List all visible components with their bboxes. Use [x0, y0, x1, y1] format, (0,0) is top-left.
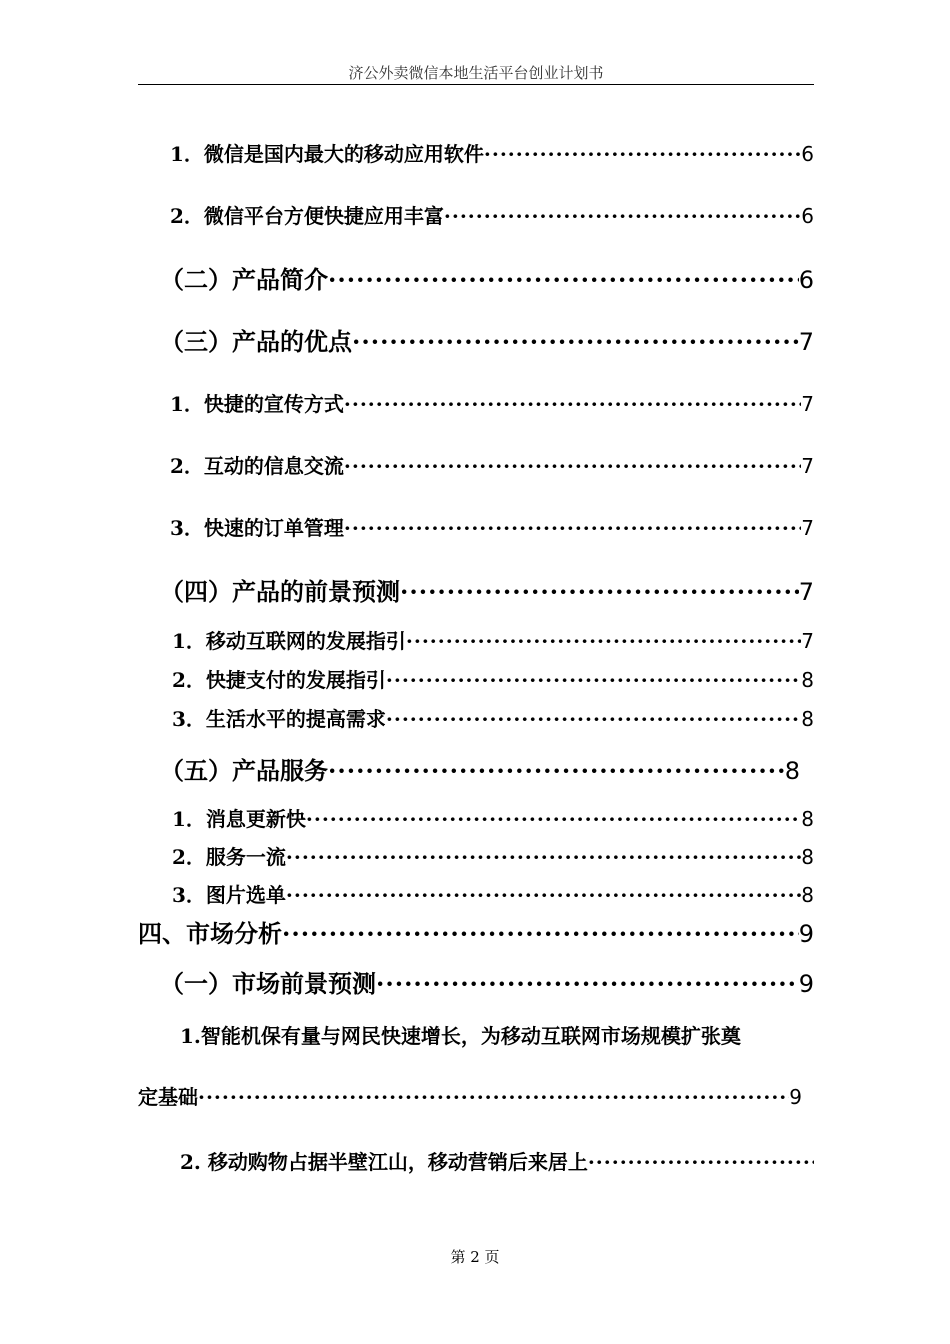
toc-page-number: 7: [801, 454, 814, 478]
toc-page-number: 8: [801, 707, 814, 731]
toc-leader: [386, 668, 801, 692]
toc-page-number: 7: [801, 392, 814, 416]
toc-entry-label: （五）产品服务: [160, 756, 328, 785]
toc-page-number: 8: [801, 845, 814, 869]
toc-leader: [328, 265, 799, 294]
toc-entry-label: 2．快捷支付的发展指引: [172, 668, 386, 692]
toc-page-number: 8: [784, 757, 800, 785]
toc-entry-label: 定基础: [138, 1085, 198, 1109]
toc-entry-label: 1.智能机保有量与网民快速增长，为移动互联网市场规模扩张奠: [180, 1024, 741, 1048]
toc-leader: [376, 969, 799, 998]
toc-entry[interactable]: [138, 1081, 802, 1110]
toc-entry-label: 3．图片选单: [172, 883, 286, 907]
toc-entry-label: 2．服务一流: [172, 845, 286, 869]
toc-entry[interactable]: [170, 388, 814, 417]
toc-leader: [400, 577, 799, 606]
toc-entry-label: 四、市场分析: [138, 919, 282, 948]
toc-entry-label: （二）产品简介: [160, 265, 328, 294]
toc-entry-label: （三）产品的优点: [160, 327, 352, 356]
toc-entry-label: （一）市场前景预测: [160, 969, 376, 998]
toc-page-number: 8: [801, 807, 814, 831]
toc-leader: [588, 1150, 814, 1174]
toc-entry-label: 1．微信是国内最大的移动应用软件: [170, 142, 484, 166]
toc-page-number: 6: [798, 266, 814, 294]
toc-entry-label: 2．微信平台方便快捷应用丰富: [170, 204, 444, 228]
toc-leader: [444, 204, 801, 228]
toc-entry[interactable]: [172, 625, 814, 654]
page-footer: 第 2 页: [450, 1248, 500, 1266]
toc-entry[interactable]: [172, 803, 814, 832]
toc-entry[interactable]: [160, 260, 814, 295]
toc-leader: [328, 756, 785, 785]
toc-page-number: 9: [798, 920, 814, 948]
toc-page-number: 7: [798, 328, 814, 356]
toc-page-number: 8: [801, 883, 814, 907]
toc-entry[interactable]: [172, 879, 814, 908]
toc-page-number: 7: [798, 578, 814, 606]
toc-entry-label: 1．消息更新快: [172, 807, 306, 831]
toc-entry[interactable]: [160, 751, 800, 786]
toc-leader: [344, 516, 801, 540]
running-header: 济公外卖微信本地生活平台创业计划书: [348, 64, 604, 82]
toc-leader: [406, 629, 801, 653]
toc-entry[interactable]: [180, 1146, 814, 1175]
toc-page-number: 7: [801, 629, 814, 653]
toc-entry[interactable]: [160, 572, 814, 607]
toc-leader: [286, 845, 801, 869]
toc-entry[interactable]: [172, 703, 814, 732]
toc-leader: [344, 454, 801, 478]
toc-leader: [198, 1085, 789, 1109]
toc-entry-label: （四）产品的前景预测: [160, 577, 400, 606]
toc-entry[interactable]: [160, 964, 814, 999]
toc-page-number: 9: [789, 1085, 802, 1109]
toc-leader: [386, 707, 801, 731]
toc-entry[interactable]: [170, 512, 814, 541]
toc-entry-label: 2．互动的信息交流: [170, 454, 344, 478]
toc-entry-label: 1．快捷的宣传方式: [170, 392, 344, 416]
toc-entry[interactable]: [170, 200, 814, 229]
toc-leader: [282, 919, 799, 948]
toc-entry[interactable]: [172, 664, 814, 693]
toc-entry-label: 3．快速的订单管理: [170, 516, 344, 540]
toc-page-number: 8: [801, 668, 814, 692]
toc-entry[interactable]: [170, 138, 814, 167]
toc-page-number: 9: [798, 970, 814, 998]
toc-page-number: 7: [801, 516, 814, 540]
toc-entry[interactable]: [160, 322, 814, 357]
toc-leader: [306, 807, 801, 831]
header-rule: [138, 84, 814, 85]
toc-page-number: 6: [801, 142, 814, 166]
toc-entry-label: 1．移动互联网的发展指引: [172, 629, 406, 653]
toc-entry[interactable]: [170, 450, 814, 479]
toc-leader: [484, 142, 801, 166]
toc-entry-label: 3．生活水平的提高需求: [172, 707, 386, 731]
toc-leader: [286, 883, 801, 907]
toc-entry-label: 2. 移动购物占据半壁江山，移动营销后来居上: [180, 1150, 588, 1174]
toc-page-number: 6: [801, 204, 814, 228]
toc-leader: [344, 392, 801, 416]
toc-leader: [352, 327, 799, 356]
toc-entry[interactable]: [172, 841, 814, 870]
toc-entry[interactable]: [138, 914, 814, 949]
